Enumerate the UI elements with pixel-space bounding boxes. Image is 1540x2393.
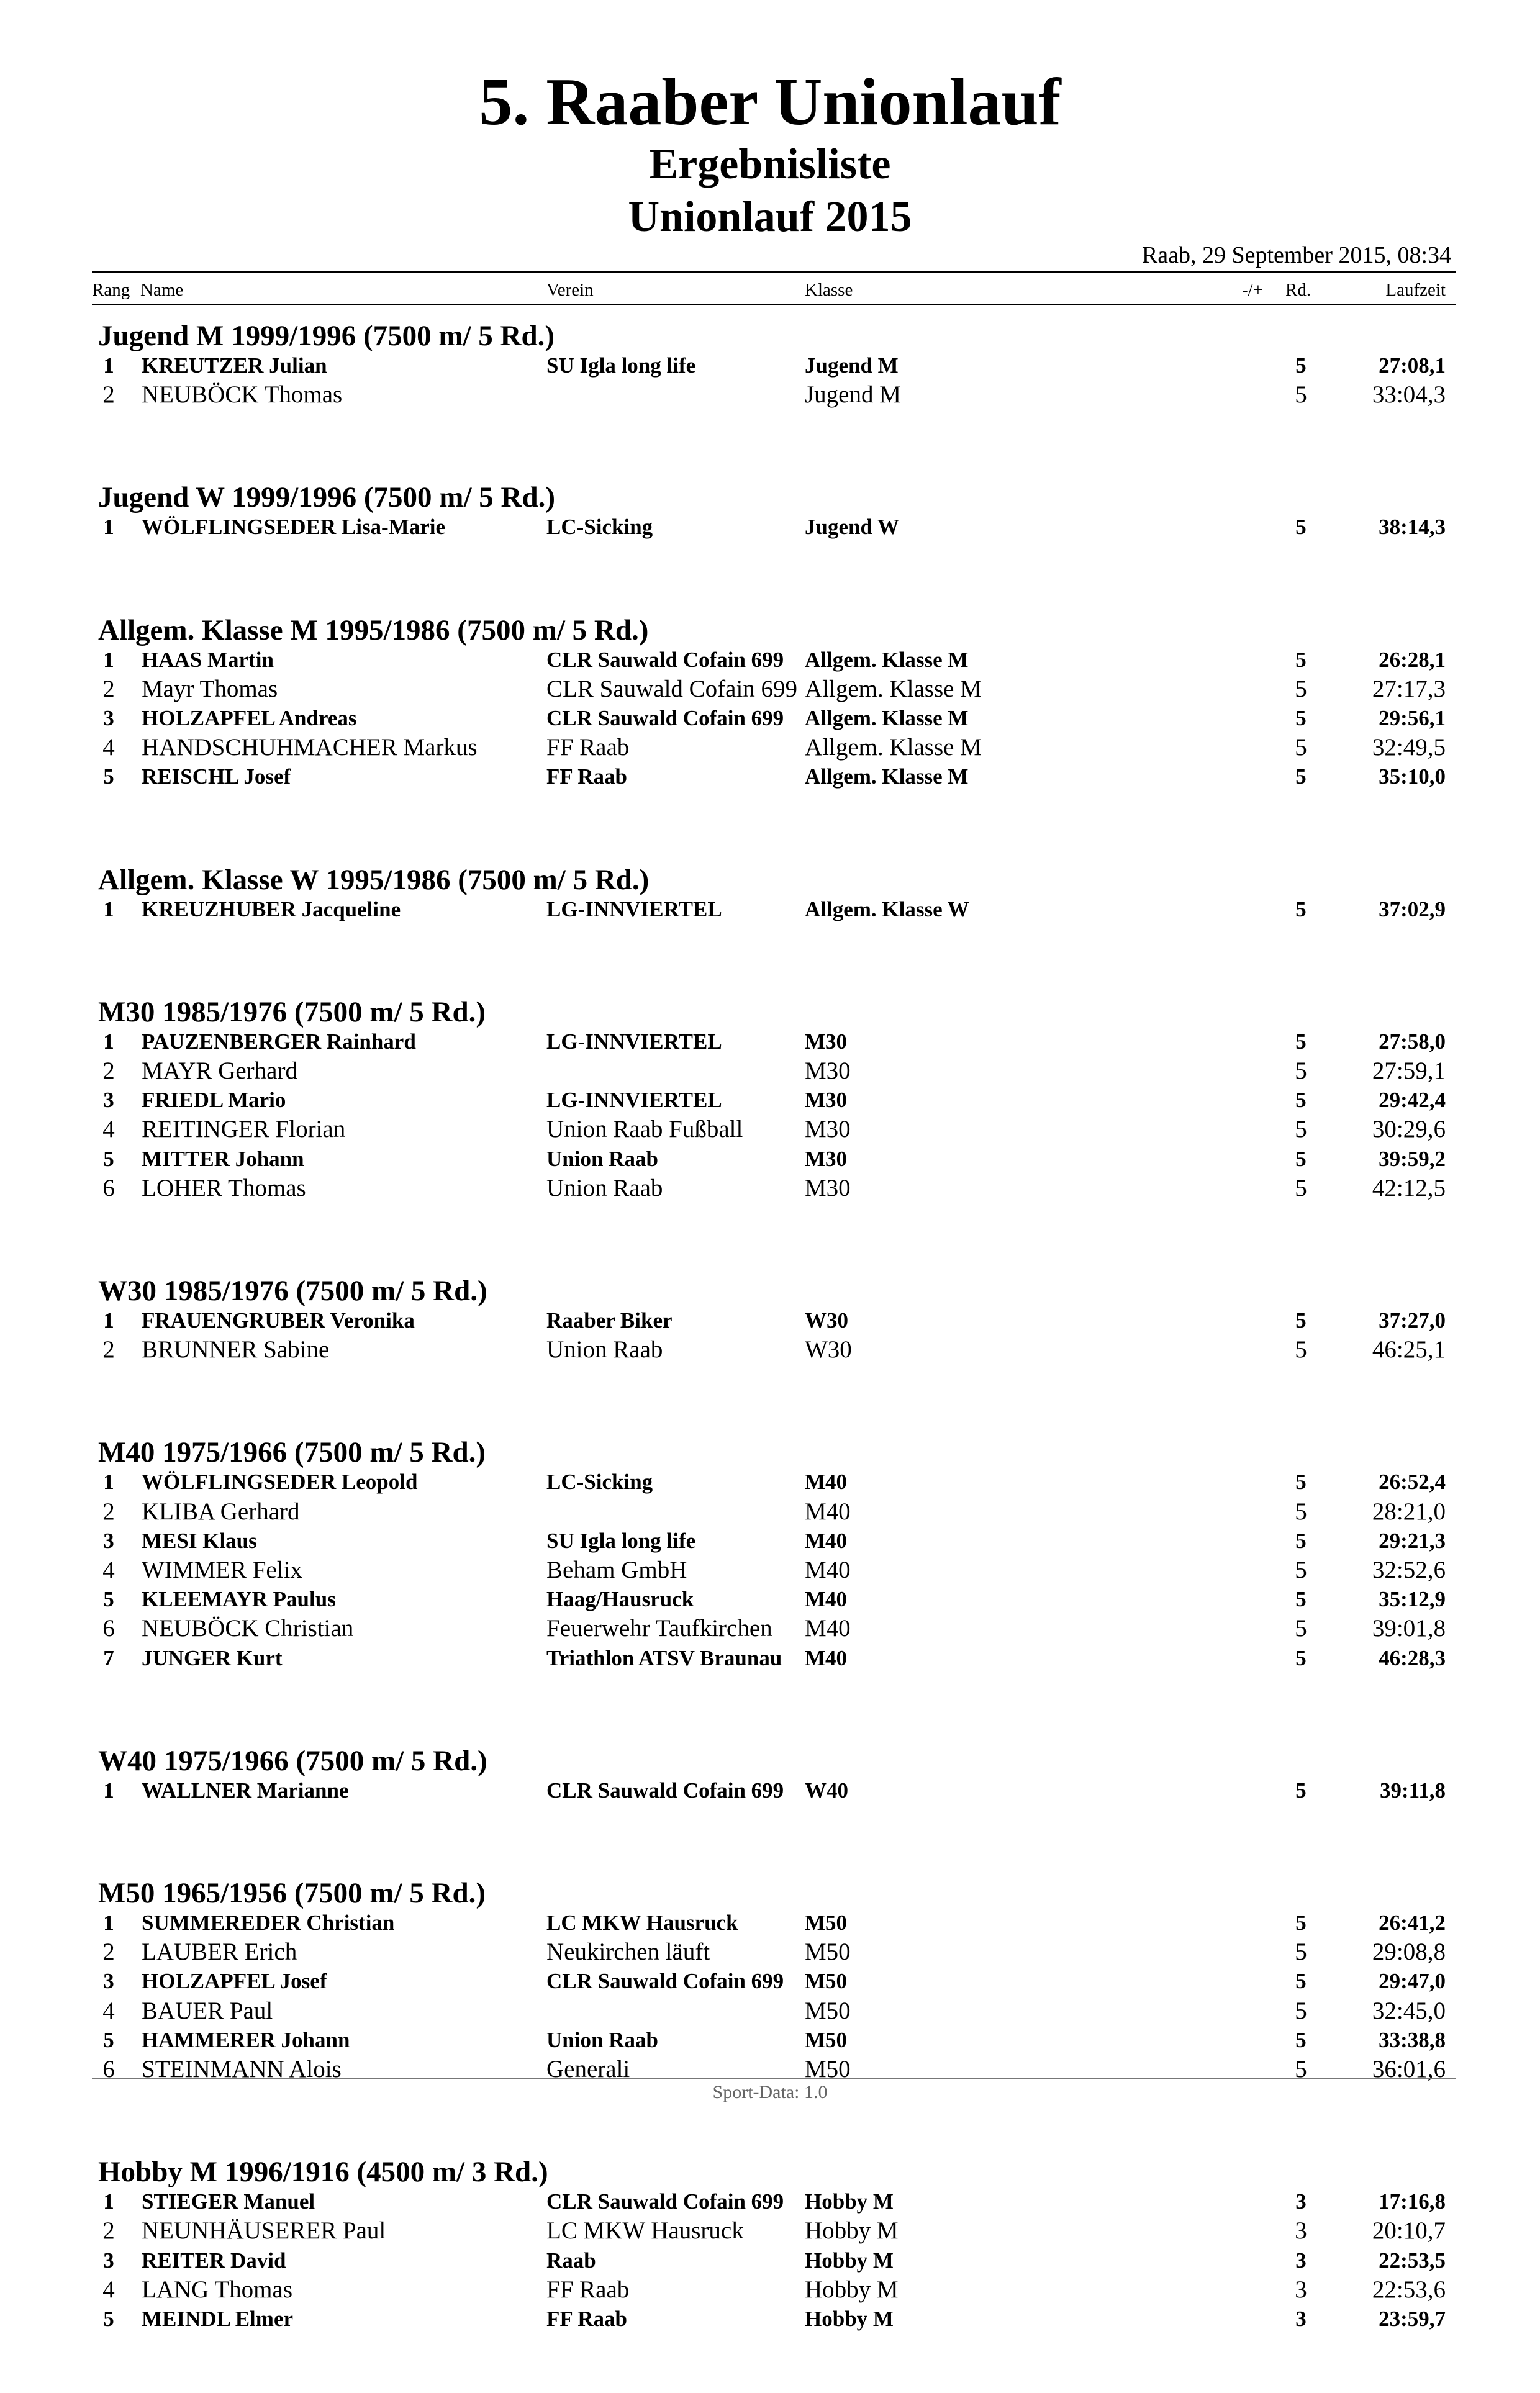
result-row (0, 2304, 1540, 2333)
result-section (0, 1424, 1540, 1732)
result-row (0, 733, 1540, 762)
section-title: W40 1975/1966 (7500 m/ 5 Rd.) (98, 1744, 487, 1777)
club-cell: LG-INNVIERTEL (546, 1029, 722, 1054)
time-cell: 35:12,9 (1379, 1587, 1446, 1612)
rank-cell: 1 (103, 1778, 114, 1803)
club-cell: Neukirchen läuft (546, 1938, 710, 1966)
time-cell: 33:04,3 (1372, 381, 1446, 409)
rank-cell: 3 (103, 1528, 114, 1553)
rounds-cell: 5 (1295, 1528, 1307, 1553)
name-cell: MEINDL Elmer (142, 2306, 294, 2331)
result-row (0, 2055, 1540, 2084)
section-title: Jugend M 1999/1996 (7500 m/ 5 Rd.) (98, 320, 555, 352)
class-cell: M30 (805, 1057, 851, 1084)
time-cell: 29:42,4 (1379, 1088, 1446, 1113)
name-cell: LAUBER Erich (142, 1938, 297, 1966)
name-cell: MESI Klaus (142, 1528, 257, 1553)
club-cell: FF Raab (546, 734, 630, 761)
column-header-rd: Rd. (1285, 280, 1311, 300)
time-cell: 28:21,0 (1372, 1498, 1446, 1525)
time-cell: 39:11,8 (1380, 1778, 1446, 1803)
class-cell: M30 (805, 1116, 851, 1143)
rank-cell: 4 (102, 1997, 115, 2024)
result-row (0, 2246, 1540, 2275)
name-cell: HAMMERER Johann (142, 2027, 350, 2052)
name-cell: HANDSCHUHMACHER Markus (142, 734, 478, 761)
result-section (0, 1732, 1540, 1865)
club-cell: SU Igla long life (546, 1528, 696, 1553)
class-cell: Allgem. Klasse W (805, 897, 969, 921)
date-line: Raab, 29 September 2015, 08:34 (1141, 242, 1451, 268)
rounds-cell: 5 (1295, 1029, 1307, 1054)
class-cell: M50 (805, 1997, 851, 2024)
rounds-cell: 5 (1295, 381, 1307, 409)
time-cell: 32:45,0 (1372, 1997, 1446, 2024)
result-row (0, 1996, 1540, 2025)
time-cell: 26:41,2 (1379, 1910, 1446, 1935)
column-header-plusminus: -/+ (1242, 280, 1264, 300)
class-cell: Hobby M (805, 2248, 894, 2273)
rank-cell: 2 (102, 2217, 115, 2245)
rank-cell: 1 (103, 1308, 114, 1332)
name-cell: HOLZAPFEL Andreas (142, 705, 357, 730)
section-title: Allgem. Klasse M 1995/1986 (7500 m/ 5 Rd.) (98, 613, 649, 646)
club-cell: FF Raab (546, 2276, 630, 2303)
class-cell: M40 (805, 1645, 848, 1670)
time-cell: 37:27,0 (1379, 1308, 1446, 1332)
time-cell: 46:28,3 (1379, 1645, 1446, 1670)
time-cell: 33:38,8 (1379, 2027, 1446, 2052)
time-cell: 36:01,6 (1372, 2055, 1446, 2083)
name-cell: WALLNER Marianne (142, 1778, 349, 1803)
rounds-cell: 5 (1295, 1615, 1307, 1642)
class-cell: W30 (805, 1308, 848, 1332)
club-cell: Generali (546, 2055, 630, 2083)
time-cell: 27:58,0 (1379, 1029, 1446, 1054)
result-section (0, 851, 1540, 984)
rounds-cell: 5 (1295, 764, 1307, 789)
club-cell: CLR Sauwald Cofain 699 (546, 675, 798, 702)
rounds-cell: 5 (1295, 2027, 1307, 2052)
rounds-cell: 3 (1295, 2248, 1307, 2273)
rounds-cell: 5 (1295, 1336, 1307, 1364)
rank-cell: 6 (102, 1615, 115, 1642)
rounds-cell: 5 (1295, 1057, 1307, 1084)
result-row (0, 2275, 1540, 2304)
rank-cell: 7 (103, 1645, 114, 1670)
rounds-cell: 5 (1295, 1146, 1307, 1171)
time-cell: 37:02,9 (1379, 897, 1446, 921)
club-cell: LG-INNVIERTEL (546, 1088, 722, 1113)
result-row (0, 1174, 1540, 1203)
name-cell: WÖLFLINGSEDER Lisa-Marie (142, 515, 446, 540)
rounds-cell: 5 (1295, 1556, 1307, 1583)
rank-cell: 1 (103, 515, 114, 540)
time-cell: 29:47,0 (1379, 1969, 1446, 1994)
time-cell: 30:29,6 (1372, 1116, 1446, 1143)
class-cell: Jugend W (805, 515, 900, 540)
result-row (0, 1115, 1540, 1144)
class-cell: Hobby M (805, 2276, 899, 2303)
time-cell: 26:52,4 (1379, 1470, 1446, 1495)
class-cell: Jugend M (805, 353, 899, 378)
time-cell: 29:56,1 (1379, 705, 1446, 730)
time-cell: 20:10,7 (1372, 2217, 1446, 2245)
name-cell: JUNGER Kurt (142, 1645, 283, 1670)
column-header-laufzeit: Laufzeit (1385, 280, 1446, 300)
class-cell: Hobby M (805, 2306, 894, 2331)
class-cell: M40 (805, 1470, 848, 1495)
rank-cell: 1 (103, 1910, 114, 1935)
rounds-cell: 5 (1295, 1470, 1307, 1495)
time-cell: 39:59,2 (1379, 1146, 1446, 1171)
section-title: M40 1975/1966 (7500 m/ 5 Rd.) (98, 1436, 486, 1469)
time-cell: 22:53,5 (1379, 2248, 1446, 2273)
result-row (0, 1144, 1540, 1174)
name-cell: SUMMEREDER Christian (142, 1910, 395, 1935)
result-row (0, 895, 1540, 924)
time-cell: 27:08,1 (1379, 353, 1446, 378)
rounds-cell: 5 (1295, 1088, 1307, 1113)
result-row (0, 351, 1540, 380)
result-row (0, 1966, 1540, 1996)
time-cell: 39:01,8 (1372, 1615, 1446, 1642)
class-cell: M40 (805, 1498, 851, 1525)
result-row (0, 1644, 1540, 1673)
club-cell: LC-Sicking (546, 515, 653, 540)
club-cell: Union Raab Fußball (546, 1116, 743, 1143)
name-cell: STEINMANN Alois (142, 2055, 342, 2083)
rounds-cell: 5 (1295, 1997, 1307, 2024)
time-cell: 27:17,3 (1372, 675, 1446, 702)
rank-cell: 1 (103, 897, 114, 921)
name-cell: MAYR Gerhard (142, 1057, 297, 1084)
class-cell: Hobby M (805, 2189, 894, 2214)
name-cell: NEUBÖCK Thomas (142, 381, 343, 409)
club-cell: LC MKW Hausruck (546, 1910, 738, 1935)
name-cell: HAAS Martin (142, 647, 274, 672)
rank-cell: 5 (103, 1146, 114, 1171)
rounds-cell: 3 (1295, 2276, 1307, 2303)
class-cell: Allgem. Klasse M (805, 705, 969, 730)
result-row (0, 1937, 1540, 1966)
rank-cell: 3 (103, 1969, 114, 1994)
result-row (0, 674, 1540, 703)
result-row (0, 703, 1540, 733)
result-section (0, 2143, 1540, 2393)
rank-cell: 3 (103, 705, 114, 730)
result-row (0, 1585, 1540, 1614)
time-cell: 42:12,5 (1372, 1174, 1446, 1201)
result-row (0, 1467, 1540, 1496)
document-subtitle: Ergebnisliste (649, 140, 891, 188)
rank-cell: 5 (103, 1587, 114, 1612)
club-cell: Raab (546, 2248, 596, 2273)
rounds-cell: 5 (1295, 1910, 1307, 1935)
rank-cell: 1 (103, 1470, 114, 1495)
result-row (0, 2025, 1540, 2055)
time-cell: 29:08,8 (1372, 1938, 1446, 1966)
club-cell: CLR Sauwald Cofain 699 (546, 647, 784, 672)
time-cell: 29:21,3 (1379, 1528, 1446, 1553)
club-cell: FF Raab (546, 764, 627, 789)
rounds-cell: 5 (1295, 1308, 1307, 1332)
club-cell: Beham GmbH (546, 1556, 687, 1583)
time-cell: 26:28,1 (1379, 647, 1446, 672)
name-cell: WIMMER Felix (142, 1556, 302, 1583)
result-row (0, 1614, 1540, 1643)
class-cell: M40 (805, 1587, 848, 1612)
rank-cell: 1 (103, 1029, 114, 1054)
result-row (0, 1555, 1540, 1585)
name-cell: BRUNNER Sabine (142, 1336, 330, 1364)
column-header-name: Name (140, 280, 184, 300)
class-cell: M50 (805, 1910, 848, 1935)
result-row (0, 1497, 1540, 1526)
footer-text: Sport-Data: 1.0 (712, 2082, 828, 2102)
rounds-cell: 5 (1295, 647, 1307, 672)
result-section (0, 1262, 1540, 1424)
rank-cell: 5 (103, 2306, 114, 2331)
footer-rule (92, 2078, 1456, 2079)
result-row (0, 380, 1540, 409)
club-cell: Union Raab (546, 2027, 658, 2052)
result-row (0, 645, 1540, 674)
rounds-cell: 5 (1295, 515, 1307, 540)
time-cell: 27:59,1 (1372, 1057, 1446, 1084)
rounds-cell: 5 (1295, 353, 1307, 378)
rounds-cell: 5 (1295, 1587, 1307, 1612)
time-cell: 38:14,3 (1379, 515, 1446, 540)
section-title: M30 1985/1976 (7500 m/ 5 Rd.) (98, 995, 486, 1028)
rank-cell: 5 (103, 2027, 114, 2052)
rounds-cell: 5 (1295, 1498, 1307, 1525)
name-cell: NEUBÖCK Christian (142, 1615, 354, 1642)
rank-cell: 1 (103, 2189, 114, 2214)
rank-cell: 6 (102, 2055, 115, 2083)
class-cell: Allgem. Klasse M (805, 734, 982, 761)
rank-cell: 4 (102, 1556, 115, 1583)
result-row (0, 1776, 1540, 1805)
class-cell: M30 (805, 1088, 848, 1113)
results-list (0, 307, 1540, 2393)
name-cell: BAUER Paul (142, 1997, 273, 2024)
rank-cell: 4 (102, 2276, 115, 2303)
name-cell: HOLZAPFEL Josef (142, 1969, 327, 1994)
rank-cell: 3 (103, 2248, 114, 2273)
result-section (0, 469, 1540, 601)
club-cell: FF Raab (546, 2306, 627, 2331)
club-cell: SU Igla long life (546, 353, 696, 378)
club-cell: Feuerwehr Taufkirchen (546, 1615, 772, 1642)
rank-cell: 3 (103, 1088, 114, 1113)
name-cell: KREUZHUBER Jacqueline (142, 897, 401, 921)
name-cell: KLIBA Gerhard (142, 1498, 300, 1525)
rank-cell: 2 (102, 1938, 115, 1966)
class-cell: M30 (805, 1146, 848, 1171)
class-cell: W30 (805, 1336, 852, 1364)
result-row (0, 1908, 1540, 1937)
name-cell: REISCHL Josef (142, 764, 291, 789)
class-cell: Allgem. Klasse M (805, 647, 969, 672)
name-cell: REITER David (142, 2248, 286, 2273)
rounds-cell: 5 (1295, 734, 1307, 761)
time-cell: 22:53,6 (1372, 2276, 1446, 2303)
section-title: W30 1985/1976 (7500 m/ 5 Rd.) (98, 1274, 487, 1307)
class-cell: Hobby M (805, 2217, 899, 2245)
rounds-cell: 5 (1295, 1938, 1307, 1966)
name-cell: REITINGER Florian (142, 1116, 346, 1143)
time-cell: 23:59,7 (1379, 2306, 1446, 2331)
rounds-cell: 5 (1295, 675, 1307, 702)
class-cell: M40 (805, 1556, 851, 1583)
rounds-cell: 5 (1295, 2055, 1307, 2083)
name-cell: NEUNHÄUSERER Paul (142, 2217, 386, 2245)
rank-cell: 2 (102, 381, 115, 409)
club-cell: Haag/Hausruck (546, 1587, 694, 1612)
result-section (0, 602, 1540, 851)
result-row (0, 512, 1540, 541)
rounds-cell: 3 (1295, 2189, 1307, 2214)
class-cell: Jugend M (805, 381, 901, 409)
rank-cell: 2 (102, 675, 115, 702)
class-cell: M50 (805, 2027, 848, 2052)
rounds-cell: 5 (1295, 897, 1307, 921)
class-cell: M40 (805, 1615, 851, 1642)
name-cell: STIEGER Manuel (142, 2189, 315, 2214)
rank-cell: 6 (102, 1174, 115, 1201)
result-row (0, 1526, 1540, 1555)
rounds-cell: 5 (1295, 1969, 1307, 1994)
rank-cell: 2 (102, 1057, 115, 1084)
rounds-cell: 5 (1295, 1116, 1307, 1143)
rank-cell: 1 (103, 353, 114, 378)
rounds-cell: 5 (1295, 705, 1307, 730)
club-cell: CLR Sauwald Cofain 699 (546, 1778, 784, 1803)
rank-cell: 2 (102, 1336, 115, 1364)
rank-cell: 5 (103, 764, 114, 789)
name-cell: KREUTZER Julian (142, 353, 327, 378)
result-section (0, 307, 1540, 469)
club-cell: LC MKW Hausruck (546, 2217, 744, 2245)
result-row (0, 1085, 1540, 1115)
column-header-rang: Rang (92, 280, 130, 300)
name-cell: MITTER Johann (142, 1146, 304, 1171)
name-cell: KLEEMAYR Paulus (142, 1587, 336, 1612)
class-cell: M40 (805, 1528, 848, 1553)
result-row (0, 762, 1540, 791)
section-title: Allgem. Klasse W 1995/1986 (7500 m/ 5 Rd.) (98, 863, 650, 896)
section-title: Hobby M 1996/1916 (4500 m/ 3 Rd.) (98, 2156, 548, 2189)
document-title: 5. Raaber Unionlauf (479, 65, 1061, 139)
section-title: M50 1965/1956 (7500 m/ 5 Rd.) (98, 1876, 486, 1909)
time-cell: 17:16,8 (1379, 2189, 1446, 2214)
rounds-cell: 3 (1295, 2217, 1307, 2245)
club-cell: CLR Sauwald Cofain 699 (546, 1969, 784, 1994)
rounds-cell: 3 (1295, 2306, 1307, 2331)
section-title: Jugend W 1999/1996 (7500 m/ 5 Rd.) (98, 481, 555, 514)
column-header-klasse: Klasse (805, 280, 853, 300)
time-cell: 32:49,5 (1372, 734, 1446, 761)
result-section (0, 984, 1540, 1262)
class-cell: W40 (805, 1778, 848, 1803)
result-row (0, 1306, 1540, 1335)
club-cell: Union Raab (546, 1146, 658, 1171)
result-row (0, 1027, 1540, 1056)
event-title: Unionlauf 2015 (628, 193, 912, 241)
club-cell: Triathlon ATSV Braunau (546, 1645, 782, 1670)
class-cell: Allgem. Klasse M (805, 675, 982, 702)
rank-cell: 4 (102, 734, 115, 761)
class-cell: Allgem. Klasse M (805, 764, 969, 789)
club-cell: CLR Sauwald Cofain 699 (546, 2189, 784, 2214)
name-cell: WÖLFLINGSEDER Leopold (142, 1470, 418, 1495)
result-row (0, 1056, 1540, 1085)
rounds-cell: 5 (1295, 1174, 1307, 1201)
club-cell: CLR Sauwald Cofain 699 (546, 705, 784, 730)
rank-cell: 1 (103, 647, 114, 672)
header-top-rule (92, 271, 1456, 273)
club-cell: LC-Sicking (546, 1470, 653, 1495)
club-cell: Raaber Biker (546, 1308, 673, 1332)
name-cell: LOHER Thomas (142, 1174, 306, 1201)
class-cell: M50 (805, 1969, 848, 1994)
class-cell: M30 (805, 1174, 851, 1201)
header-bottom-rule (92, 304, 1456, 305)
club-cell: Union Raab (546, 1336, 663, 1364)
time-cell: 32:52,6 (1372, 1556, 1446, 1583)
class-cell: M30 (805, 1029, 848, 1054)
result-row (0, 2216, 1540, 2245)
name-cell: FRIEDL Mario (142, 1088, 286, 1113)
result-row (0, 2187, 1540, 2216)
rounds-cell: 5 (1295, 1645, 1307, 1670)
rounds-cell: 5 (1295, 1778, 1307, 1803)
result-row (0, 1335, 1540, 1364)
class-cell: M50 (805, 1938, 851, 1966)
name-cell: PAUZENBERGER Rainhard (142, 1029, 416, 1054)
club-cell: Union Raab (546, 1174, 663, 1201)
rank-cell: 4 (102, 1116, 115, 1143)
name-cell: FRAUENGRUBER Veronika (142, 1308, 415, 1332)
rank-cell: 2 (102, 1498, 115, 1525)
time-cell: 46:25,1 (1372, 1336, 1446, 1364)
name-cell: LANG Thomas (142, 2276, 293, 2303)
name-cell: Mayr Thomas (142, 675, 278, 702)
column-header-verein: Verein (546, 280, 594, 300)
time-cell: 35:10,0 (1379, 764, 1446, 789)
class-cell: M50 (805, 2055, 851, 2083)
club-cell: LG-INNVIERTEL (546, 897, 722, 921)
